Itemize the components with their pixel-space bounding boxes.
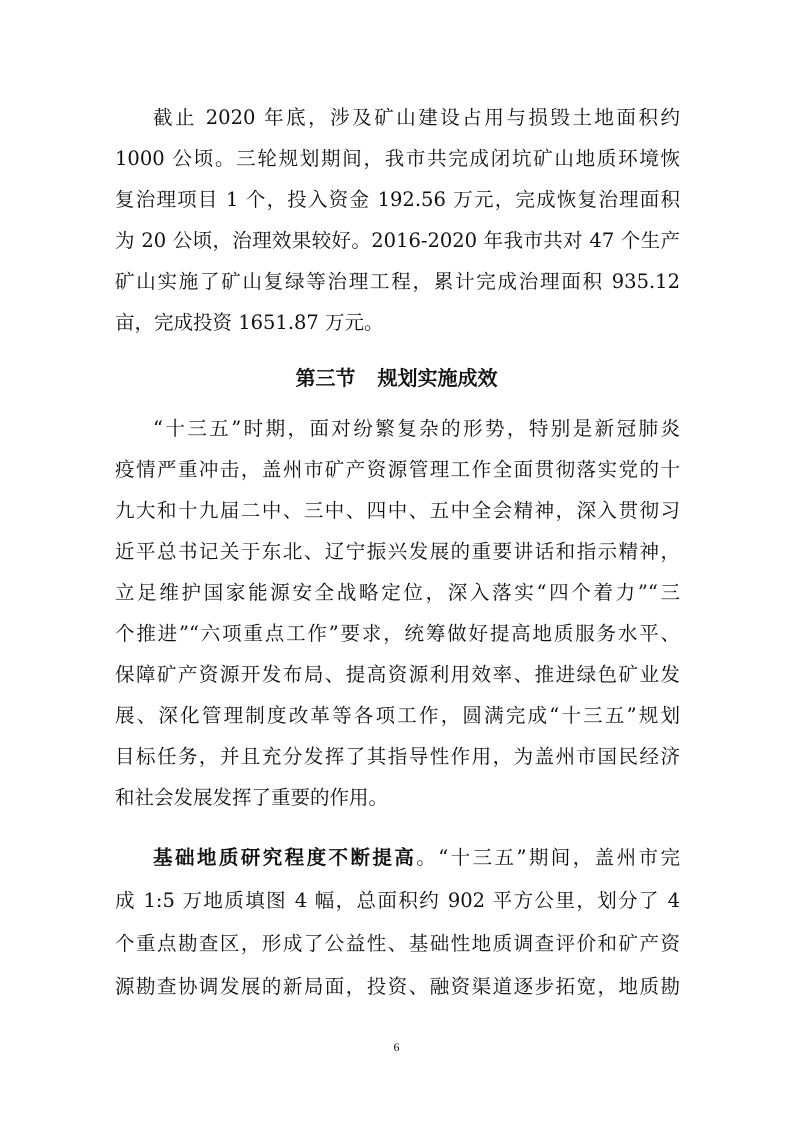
text-line: 为 20 公顷，治理效果较好。2016-2020 年我市共对 47 个生产 <box>115 229 680 252</box>
paragraph-lead-bold: 基础地质研究程度不断提高 <box>153 846 417 869</box>
text-line: 个推进”“六项重点工作”要求，统筹做好提高地质服务水平、 <box>115 622 680 645</box>
text-line: 亩，完成投资 1651.87 万元。 <box>115 311 384 334</box>
text-line: 个重点勘查区，形成了公益性、基础性地质调查评价和矿产资 <box>115 932 680 955</box>
text-line: 九大和十九届二中、三中、四中、五中全会精神，深入贯彻习 <box>115 499 680 522</box>
text-line: 1000 公顷。三轮规划期间，我市共完成闭坑矿山地质环境恢 <box>115 147 680 170</box>
text-line <box>153 838 680 878</box>
section-title: 规划实施成效 <box>377 366 498 390</box>
text-line: 源勘查协调发展的新局面，投资、融资渠道逐步拓宽，地质勘 <box>115 975 680 998</box>
text-line: 立足维护国家能源安全战略定位，深入落实“四个着力”“三 <box>115 581 680 604</box>
text-line: 截止 2020 年底，涉及矿山建设占用与损毁土地面积约 <box>153 106 680 129</box>
text-line: 目标任务，并且充分发挥了其指导性作用，为盖州市国民经济 <box>115 745 680 768</box>
text-line: 成 1:5 万地质填图 4 幅，总面积约 902 平方公里，划分了 4 <box>115 889 680 912</box>
text-line: 保障矿产资源开发布局、提高资源利用效率、推进绿色矿业发 <box>115 663 680 686</box>
text-line: 复治理项目 1 个，投入资金 192.56 万元，完成恢复治理面积 <box>115 188 680 211</box>
text-line: 和社会发展发挥了重要的作用。 <box>115 786 389 809</box>
text-line: “十三五”时期，面对纷繁复杂的形势，特别是新冠肺炎 <box>153 417 680 440</box>
text-line: 矿山实施了矿山复绿等治理工程，累计完成治理面积 935.12 <box>115 270 680 293</box>
paragraph-lead-rest: 。“十三五”期间，盖州市完 <box>416 846 680 869</box>
page-number: 6 <box>393 1040 400 1054</box>
text-line: 展、深化管理制度改革等各项工作，圆满完成“十三五”规划 <box>115 704 680 727</box>
text-line: 近平总书记关于东北、辽宁振兴发展的重要讲话和指示精神， <box>115 540 680 563</box>
section-number: 第三节 <box>295 366 356 390</box>
section-heading <box>0 358 793 398</box>
text-line: 疫情严重冲击，盖州市矿产资源管理工作全面贯彻落实党的十 <box>115 458 680 481</box>
